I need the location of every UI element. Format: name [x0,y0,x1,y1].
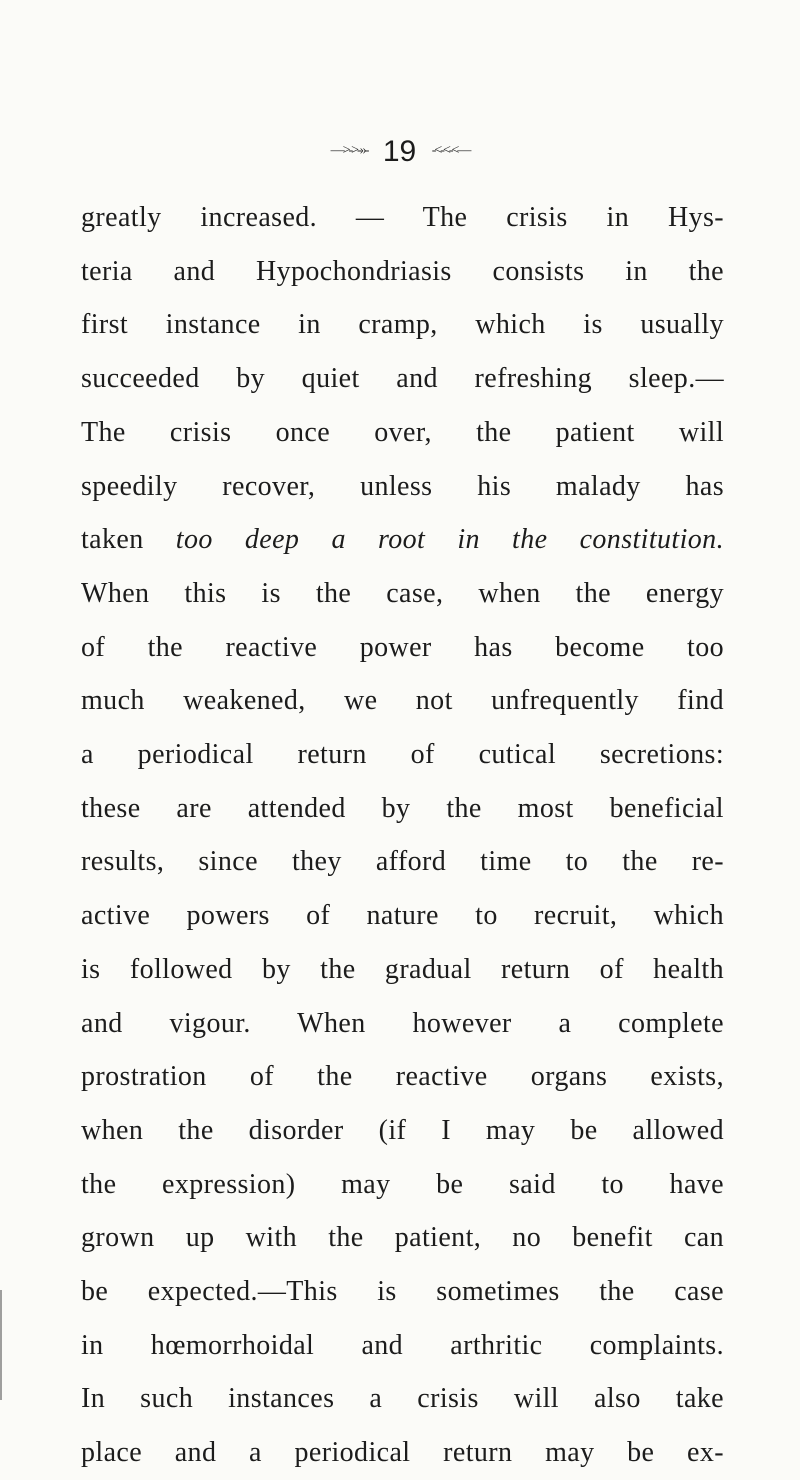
text-line [81,728,724,782]
text-segment: taken [81,524,176,556]
text-segment: when the disorder (if I may be allowed [81,1114,724,1146]
page-edge-mark [0,1290,2,1400]
text-line [81,298,724,352]
text-segment: these are attended by the most beneficial [81,792,724,824]
body-text [81,191,724,1480]
left-ornament: —>->-»- [330,143,368,159]
text-line [81,621,724,675]
text-line [81,1050,724,1104]
text-line [81,1372,724,1426]
text-line [81,889,724,943]
text-segment: prostration of the reactive organs exists, [81,1061,724,1093]
text-line [81,406,724,460]
text-line [81,1158,724,1212]
text-line [81,352,724,406]
text-segment: results, since they afford time to the re- [81,846,724,878]
text-segment: in hœmorrhoidal and arthritic complaints. [81,1329,724,1361]
text-line [81,782,724,836]
text-line [81,674,724,728]
text-line [81,460,724,514]
text-segment: the expression) may be said to have [81,1168,724,1200]
page-header [0,132,800,174]
text-line [81,513,724,567]
text-line [81,245,724,299]
text-line [81,191,724,245]
text-line [81,1265,724,1319]
text-line [81,835,724,889]
text-segment: active powers of nature to recruit, which [81,900,724,932]
text-segment: When this is the case, when the energy [81,577,724,609]
text-segment: grown up with the patient, no benefit can [81,1222,724,1254]
text-line [81,997,724,1051]
text-segment: succeeded by quiet and refreshing sleep.— [81,363,724,395]
text-line [81,943,724,997]
text-segment: greatly increased. — The crisis in Hys- [81,202,724,233]
text-segment: a periodical return of cutical secretions: [81,739,724,771]
text-segment: much weakened, we not unfrequently find [81,685,724,717]
text-segment: place and a periodical return may be ex- [81,1437,724,1469]
text-line [81,1319,724,1373]
italic-text-segment: too deep a root in the constitution. [175,524,724,556]
text-line [81,1104,724,1158]
right-ornament: -<-<-<— [431,143,470,159]
text-segment: and vigour. When however a complete [81,1007,724,1039]
text-line [81,1426,724,1480]
text-segment: be expected.—This is sometimes the case [81,1276,724,1308]
text-line [81,567,724,621]
text-line [81,1211,724,1265]
text-segment: is followed by the gradual return of health [81,953,724,985]
text-segment: of the reactive power has become too [81,631,724,663]
page-number: 19 [382,135,417,168]
text-segment: speedily recover, unless his malady has [81,470,724,502]
text-segment: The crisis once over, the patient will [81,416,724,448]
text-segment: first instance in cramp, which is usually [81,309,724,341]
text-segment: teria and Hypochondriasis consists in the [81,255,724,287]
text-segment: In such instances a crisis will also take [81,1383,724,1415]
